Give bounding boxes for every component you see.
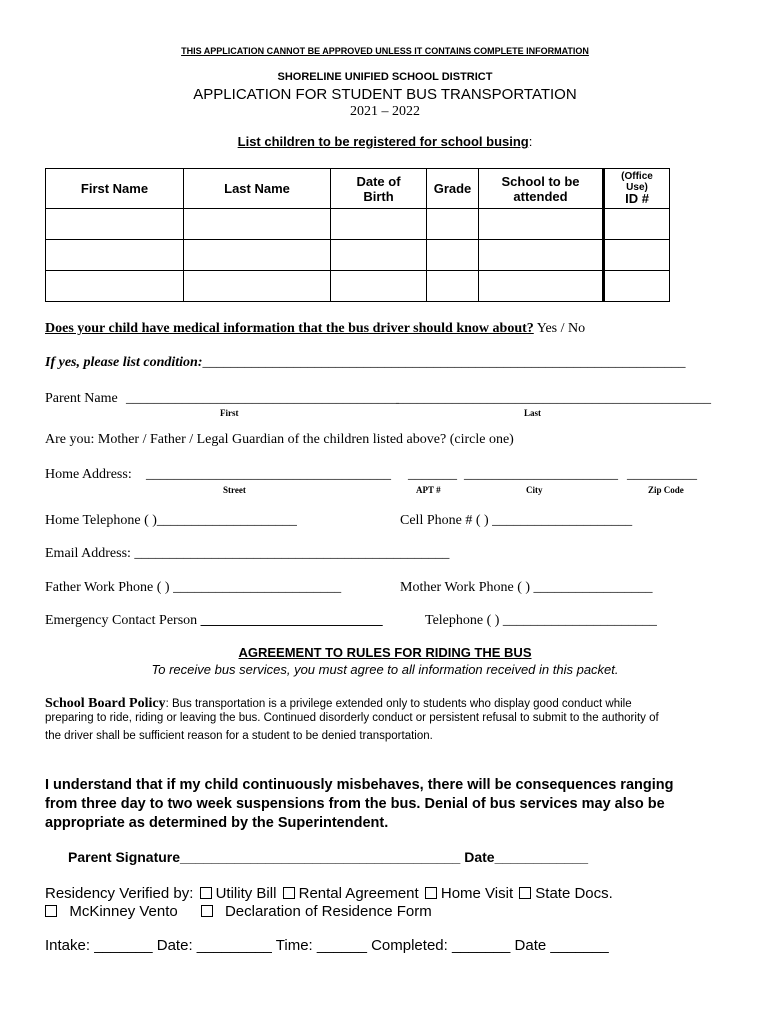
cell-first-name[interactable] <box>46 240 184 271</box>
home-visit-checkbox[interactable] <box>425 887 437 899</box>
intake-line[interactable]: Intake: _______ Date: _________ Time: ______ Completed: _______ Date _______ <box>45 937 609 954</box>
residency-line2 <box>43 903 432 920</box>
medical-answer[interactable]: Yes / No <box>533 321 586 336</box>
district-name: SHORELINE UNIFIED SCHOOL DISTRICT <box>277 71 493 83</box>
col-date-of-birth <box>331 169 427 209</box>
street-sublabel: Street <box>223 485 246 495</box>
condition-line <box>45 355 686 371</box>
statement-line3: appropriate as determined by the Superintendent. <box>45 815 389 831</box>
cell-school[interactable] <box>479 240 604 271</box>
emergency-contact-line <box>45 613 383 629</box>
declaration-checkbox[interactable] <box>201 905 213 917</box>
cell-grade[interactable] <box>427 271 479 302</box>
cell-school[interactable] <box>479 209 604 240</box>
office-id-label: ID # <box>625 191 649 206</box>
home-address-label: Home Address: <box>45 467 132 482</box>
home-visit-label: Home Visit <box>440 885 514 902</box>
office-line2: Use) <box>626 182 648 193</box>
col-grade: Grade <box>427 169 479 209</box>
signature-date-label: Date <box>464 849 495 865</box>
cell-office-id <box>604 209 670 240</box>
cell-first-name[interactable] <box>46 209 184 240</box>
school-line2: attended <box>513 188 568 204</box>
last-sublabel: Last <box>524 408 542 418</box>
cell-dob[interactable] <box>331 240 427 271</box>
street-field[interactable]: ___________________________________ <box>146 467 391 482</box>
list-instruction-text: List children to be registered for school busing <box>237 134 529 149</box>
parent-last-name-field[interactable]: _____________________________________________ <box>396 391 711 406</box>
cell-last-name[interactable] <box>184 240 331 271</box>
table-header-row <box>46 169 670 209</box>
cell-dob[interactable] <box>331 209 427 240</box>
table-row <box>46 240 670 271</box>
residency-label: Residency Verified by: <box>45 885 194 902</box>
emergency-contact-field[interactable]: __________________________ <box>200 613 383 628</box>
first-sublabel: First <box>220 408 239 418</box>
agreement-subheading: To receive bus services, you must agree to all information received in this packet. <box>151 662 619 677</box>
zip-sublabel: Zip Code <box>648 485 684 495</box>
cell-phone-field[interactable]: Cell Phone # ( ) ____________________ <box>400 513 633 528</box>
statement-line1: I understand that if my child continuously misbehaves, there will be consequences ranging <box>45 777 674 793</box>
condition-label: If yes, please list condition: <box>45 355 203 370</box>
policy-line1 <box>45 696 632 712</box>
rental-agreement-checkbox[interactable] <box>283 887 295 899</box>
state-docs-label: State Docs. <box>535 885 613 902</box>
condition-field[interactable]: _____________________________________________________________________ <box>202 355 686 370</box>
emergency-telephone-field[interactable]: Telephone ( ) ______________________ <box>425 613 657 628</box>
cell-first-name[interactable] <box>46 271 184 302</box>
cell-office-id <box>604 271 670 302</box>
approval-notice: THIS APPLICATION CANNOT BE APPROVED UNLESS IT CONTAINS COMPLETE INFORMATION <box>181 46 589 56</box>
col-first-name: First Name <box>46 169 184 209</box>
school-line1: School to be <box>501 173 580 189</box>
col-office-id <box>604 169 670 209</box>
signature-date-field[interactable]: ____________ <box>494 849 589 865</box>
rental-agreement-label: Rental Agreement <box>298 885 419 902</box>
form-title: APPLICATION FOR STUDENT BUS TRANSPORTATION <box>193 86 577 103</box>
zip-field[interactable]: __________ <box>627 467 697 482</box>
email-field[interactable]: Email Address: _____________________________________________ <box>45 546 450 561</box>
agreement-heading: AGREEMENT TO RULES FOR RIDING THE BUS <box>238 645 532 660</box>
cell-dob[interactable] <box>331 271 427 302</box>
cell-grade[interactable] <box>427 209 479 240</box>
cell-school[interactable] <box>479 271 604 302</box>
utility-bill-label: Utility Bill <box>215 885 277 902</box>
policy-line3: the driver shall be sufficient reason for a student to be denied transportation. <box>45 730 433 742</box>
cell-last-name[interactable] <box>184 271 331 302</box>
cell-office-id <box>604 240 670 271</box>
apt-field[interactable]: _______ <box>408 467 457 482</box>
medical-question-line <box>45 321 585 337</box>
city-sublabel: City <box>526 485 543 495</box>
relationship-question[interactable]: Are you: Mother / Father / Legal Guardian of the children listed above? (circle one) <box>45 432 514 447</box>
apt-sublabel: APT # <box>416 485 441 495</box>
parent-signature-field[interactable]: ____________________________________ <box>180 849 461 865</box>
table-row <box>46 271 670 302</box>
medical-question: Does your child have medical information that the bus driver should know about? <box>45 321 534 336</box>
policy-line2: preparing to ride, riding or leaving the bus. Continued disorderly conduct or persistent refusal to submit to the authority of <box>45 712 659 724</box>
parent-first-name-field[interactable]: _______________________________________ <box>126 391 399 406</box>
children-table <box>45 168 670 302</box>
mckinney-vento-label: McKinney Vento <box>69 903 178 920</box>
residency-line <box>45 885 613 902</box>
signature-line <box>68 849 588 865</box>
utility-bill-checkbox[interactable] <box>200 887 212 899</box>
declaration-label: Declaration of Residence Form <box>224 903 432 920</box>
table-row <box>46 209 670 240</box>
list-instruction-colon: : <box>528 134 533 149</box>
policy-text1: : Bus transportation is a privilege extended only to students who display good conduct while <box>165 698 632 710</box>
dob-line2: Birth <box>363 188 394 204</box>
father-work-phone-field[interactable]: Father Work Phone ( ) ________________________ <box>45 580 342 595</box>
mother-work-phone-field[interactable]: Mother Work Phone ( ) _________________ <box>400 580 653 595</box>
state-docs-checkbox[interactable] <box>519 887 531 899</box>
home-telephone-field[interactable]: Home Telephone ( )____________________ <box>45 513 297 528</box>
statement-line2: from three day to two week suspensions from the bus. Denial of bus services may also be <box>45 796 665 812</box>
list-instruction <box>0 134 770 149</box>
policy-label: School Board Policy <box>45 696 166 711</box>
cell-last-name[interactable] <box>184 209 331 240</box>
parent-name-label: Parent Name <box>45 391 118 406</box>
mckinney-vento-checkbox[interactable] <box>45 905 57 917</box>
school-year: 2021 – 2022 <box>350 104 420 119</box>
parent-signature-label: Parent Signature <box>68 849 181 865</box>
office-line1: (Office <box>621 171 653 182</box>
dob-line1: Date of <box>356 173 401 189</box>
col-last-name: Last Name <box>184 169 331 209</box>
city-field[interactable]: ______________________ <box>464 467 618 482</box>
cell-grade[interactable] <box>427 240 479 271</box>
emergency-contact-label: Emergency Contact Person <box>45 613 198 628</box>
col-school <box>479 169 604 209</box>
